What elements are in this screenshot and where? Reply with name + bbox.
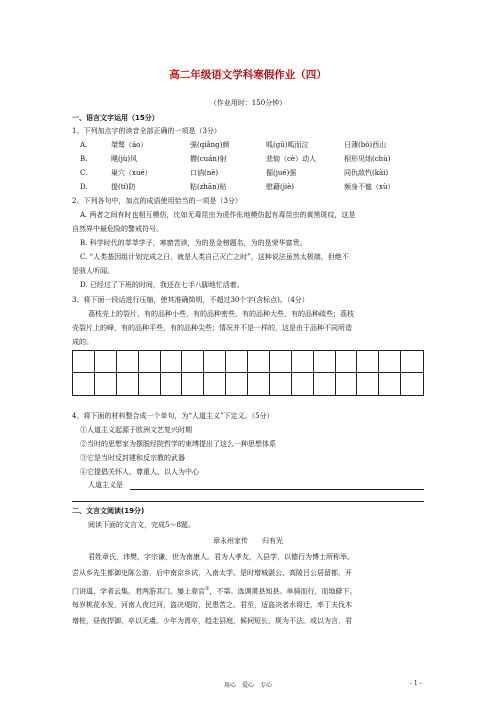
- q1-option-item: 日薄(bó)西山: [344, 141, 387, 149]
- grid-cell[interactable]: [336, 373, 358, 395]
- q1-option-item: 攒(cuán)射: [190, 155, 227, 163]
- grid-cell[interactable]: [270, 351, 292, 373]
- answer-line[interactable]: [130, 489, 424, 490]
- q4-item: ①人道主义起源于欧洲文艺复兴时期: [80, 426, 192, 434]
- grid-cell[interactable]: [73, 351, 95, 373]
- grid-cell[interactable]: [95, 373, 117, 395]
- grid-cell[interactable]: [292, 373, 314, 395]
- grid-cell[interactable]: [379, 373, 401, 395]
- answer-line[interactable]: [72, 501, 424, 502]
- grid-cell[interactable]: [73, 373, 95, 395]
- q1-option-item: 巢穴（xué）: [111, 169, 152, 177]
- q1-option-item: 口讷(nè): [190, 169, 219, 177]
- q2-option-d: D. 已经过了下班的时间，我还在七手八脚地忙活着。: [80, 281, 244, 289]
- q4-item: ②当时的思想家为摆脱经院哲学的束缚提出了这么一种思想体系: [80, 440, 276, 448]
- q1-option-item: 粘(zhān)贴: [190, 183, 227, 191]
- grid-cell[interactable]: [270, 373, 292, 395]
- q3-passage-line: 成的。: [72, 338, 93, 346]
- essay-title: 章永州家传 归有光: [213, 537, 283, 545]
- grid-cell[interactable]: [204, 373, 226, 395]
- reading-intro: 阅读下面的文言文，完成5～8题。: [88, 521, 195, 529]
- essay-line: 君姓章氏，讳樊，字宗谦，世为南康人。君为人孝友，入县学，以德行为博士所称举。: [88, 553, 354, 561]
- q4-item: ③它是当时反封建和反宗教的武器: [80, 454, 185, 462]
- q2-stem: 2、下列各句中，加点的成语使用恰当的一项是（3分）: [72, 197, 242, 205]
- q4-item: ④它提倡关怀人、尊重人、以人为中心: [80, 468, 199, 476]
- q1-option-item: 强(qiǎng)颜: [190, 141, 230, 149]
- essay-line-part: ，不第。选调莆县知县。单骑而行，而地僻下。: [209, 587, 357, 596]
- section2-heading: 二、文言文阅读(19分): [72, 507, 145, 515]
- grid-cell[interactable]: [401, 351, 423, 373]
- time-note: （作业用时：150分钟）: [209, 99, 287, 107]
- grid-cell[interactable]: [379, 351, 401, 373]
- grid-cell[interactable]: [248, 351, 270, 373]
- grid-cell[interactable]: [204, 351, 226, 373]
- q1-option-item: 桀骜（áo）: [111, 141, 148, 149]
- q4-stem: 4、将下面的材料整合成一个单句，为“人道主义”下定义。（5分）: [72, 412, 274, 420]
- grid-cell[interactable]: [139, 373, 161, 395]
- section1-heading: 一、语言文字运用（15分）: [72, 114, 159, 122]
- grid-cell[interactable]: [161, 373, 183, 395]
- q1-option-label: A.: [80, 141, 88, 149]
- grid-cell[interactable]: [226, 373, 248, 395]
- q1-option-item: 飓(jù)风: [111, 155, 138, 163]
- essay-line: 每岁桃花水发，河南人夜过河，盗决堤防，民患苦之。君至，适盗决者水将迁，率丁夫伐木: [72, 601, 352, 609]
- q1-option-item: 频身不恤（xù）: [344, 183, 395, 191]
- q1-option-item: 相形见绌(chù): [344, 155, 391, 163]
- q1-option-label: C.: [80, 169, 88, 177]
- grid-cell[interactable]: [248, 373, 270, 395]
- essay-line: 尝从乡先生都御史陈公游，后中南京乡试，入南太学。是时增城湛公、高陵吕公居留都，开: [72, 569, 352, 577]
- page-title: 高二年级语文学科寒假作业（四）: [169, 69, 327, 81]
- q2-option-a: A. 两者之间有时也相互模仿，比如无毒昆虫为虎作伥地模仿起有毒昆虫的黄黑斑纹，这是: [80, 211, 356, 219]
- essay-line: [72, 585, 356, 596]
- grid-cell[interactable]: [117, 351, 139, 373]
- grid-cell[interactable]: [357, 351, 379, 373]
- grid-cell[interactable]: [182, 351, 204, 373]
- q3-passage-line: 荔枝壳上的裂片，有的品种小些，有的品种密些，有的品种大些，有的品种疏些；荔枝: [88, 310, 354, 318]
- q2-option-b: B. 科学时代的莘莘学子，寒窗苦读，为的是金榜题名，为的是荣华富贵。: [80, 239, 307, 247]
- grid-cell[interactable]: [357, 373, 379, 395]
- q1-option-label: B.: [80, 155, 88, 163]
- footnote-mark: ①: [205, 586, 210, 592]
- q1-option-label: D.: [80, 183, 88, 191]
- essay-line-part: 门讲道，学者云集。君两游其门。屡上春官: [72, 587, 205, 596]
- q2-option-c: C. “人类基因组计划完成之日，就是人类自己灭亡之时”，这种说法虽然太极端，但绝不: [80, 253, 349, 261]
- grid-cell[interactable]: [292, 351, 314, 373]
- grid-cell[interactable]: [161, 351, 183, 373]
- grid-cell[interactable]: [314, 351, 336, 373]
- q1-option-item: 呱(gū)呱而泣: [266, 141, 309, 149]
- grid-cell[interactable]: [401, 373, 423, 395]
- q2-option-c-cont: 是骇人听闻。: [72, 267, 114, 275]
- q1-option-item: 提(tí)防: [111, 183, 136, 191]
- answer-grid[interactable]: [72, 350, 424, 396]
- grid-cell[interactable]: [117, 373, 139, 395]
- page-number: - 1 -: [410, 680, 422, 687]
- q3-passage-line: 壳裂片上的峰，有的品种平些，有的品种尖些；情况并不是一样的，这是由于品种不同所造: [72, 324, 352, 332]
- grid-cell[interactable]: [226, 351, 248, 373]
- q1-option-item: 悲恸（cè）动人: [266, 155, 317, 163]
- grid-cell[interactable]: [314, 373, 336, 395]
- grid-cell[interactable]: [336, 351, 358, 373]
- q1-option-item: 慰藉(jiè): [266, 183, 295, 191]
- grid-cell[interactable]: [139, 351, 161, 373]
- q1-option-item: 倔(jué)强: [266, 169, 297, 177]
- q1-stem: 1、下列加点字的读音全部正确的一项是（3分）: [72, 127, 221, 135]
- q4-answer-prefix: 人道主义是: [88, 481, 123, 489]
- q1-option-item: 同仇敌忾(kài): [344, 169, 389, 177]
- essay-line: 增桩，昼夜捍御，卒以无虞。少年为胥卒，趋走县庭，候伺短长，规为不法。或以为言，君: [72, 617, 352, 625]
- q2-option-a-cont: 自然界中最危险的警戒符号。: [72, 225, 163, 233]
- grid-cell[interactable]: [95, 351, 117, 373]
- grid-cell[interactable]: [182, 373, 204, 395]
- q3-stem: 3、将下面一段话进行压缩，使其准确简明，不超过30个字(含标点)。（4分）: [72, 296, 309, 304]
- footer-text: 用心 爱心 专心: [223, 682, 272, 689]
